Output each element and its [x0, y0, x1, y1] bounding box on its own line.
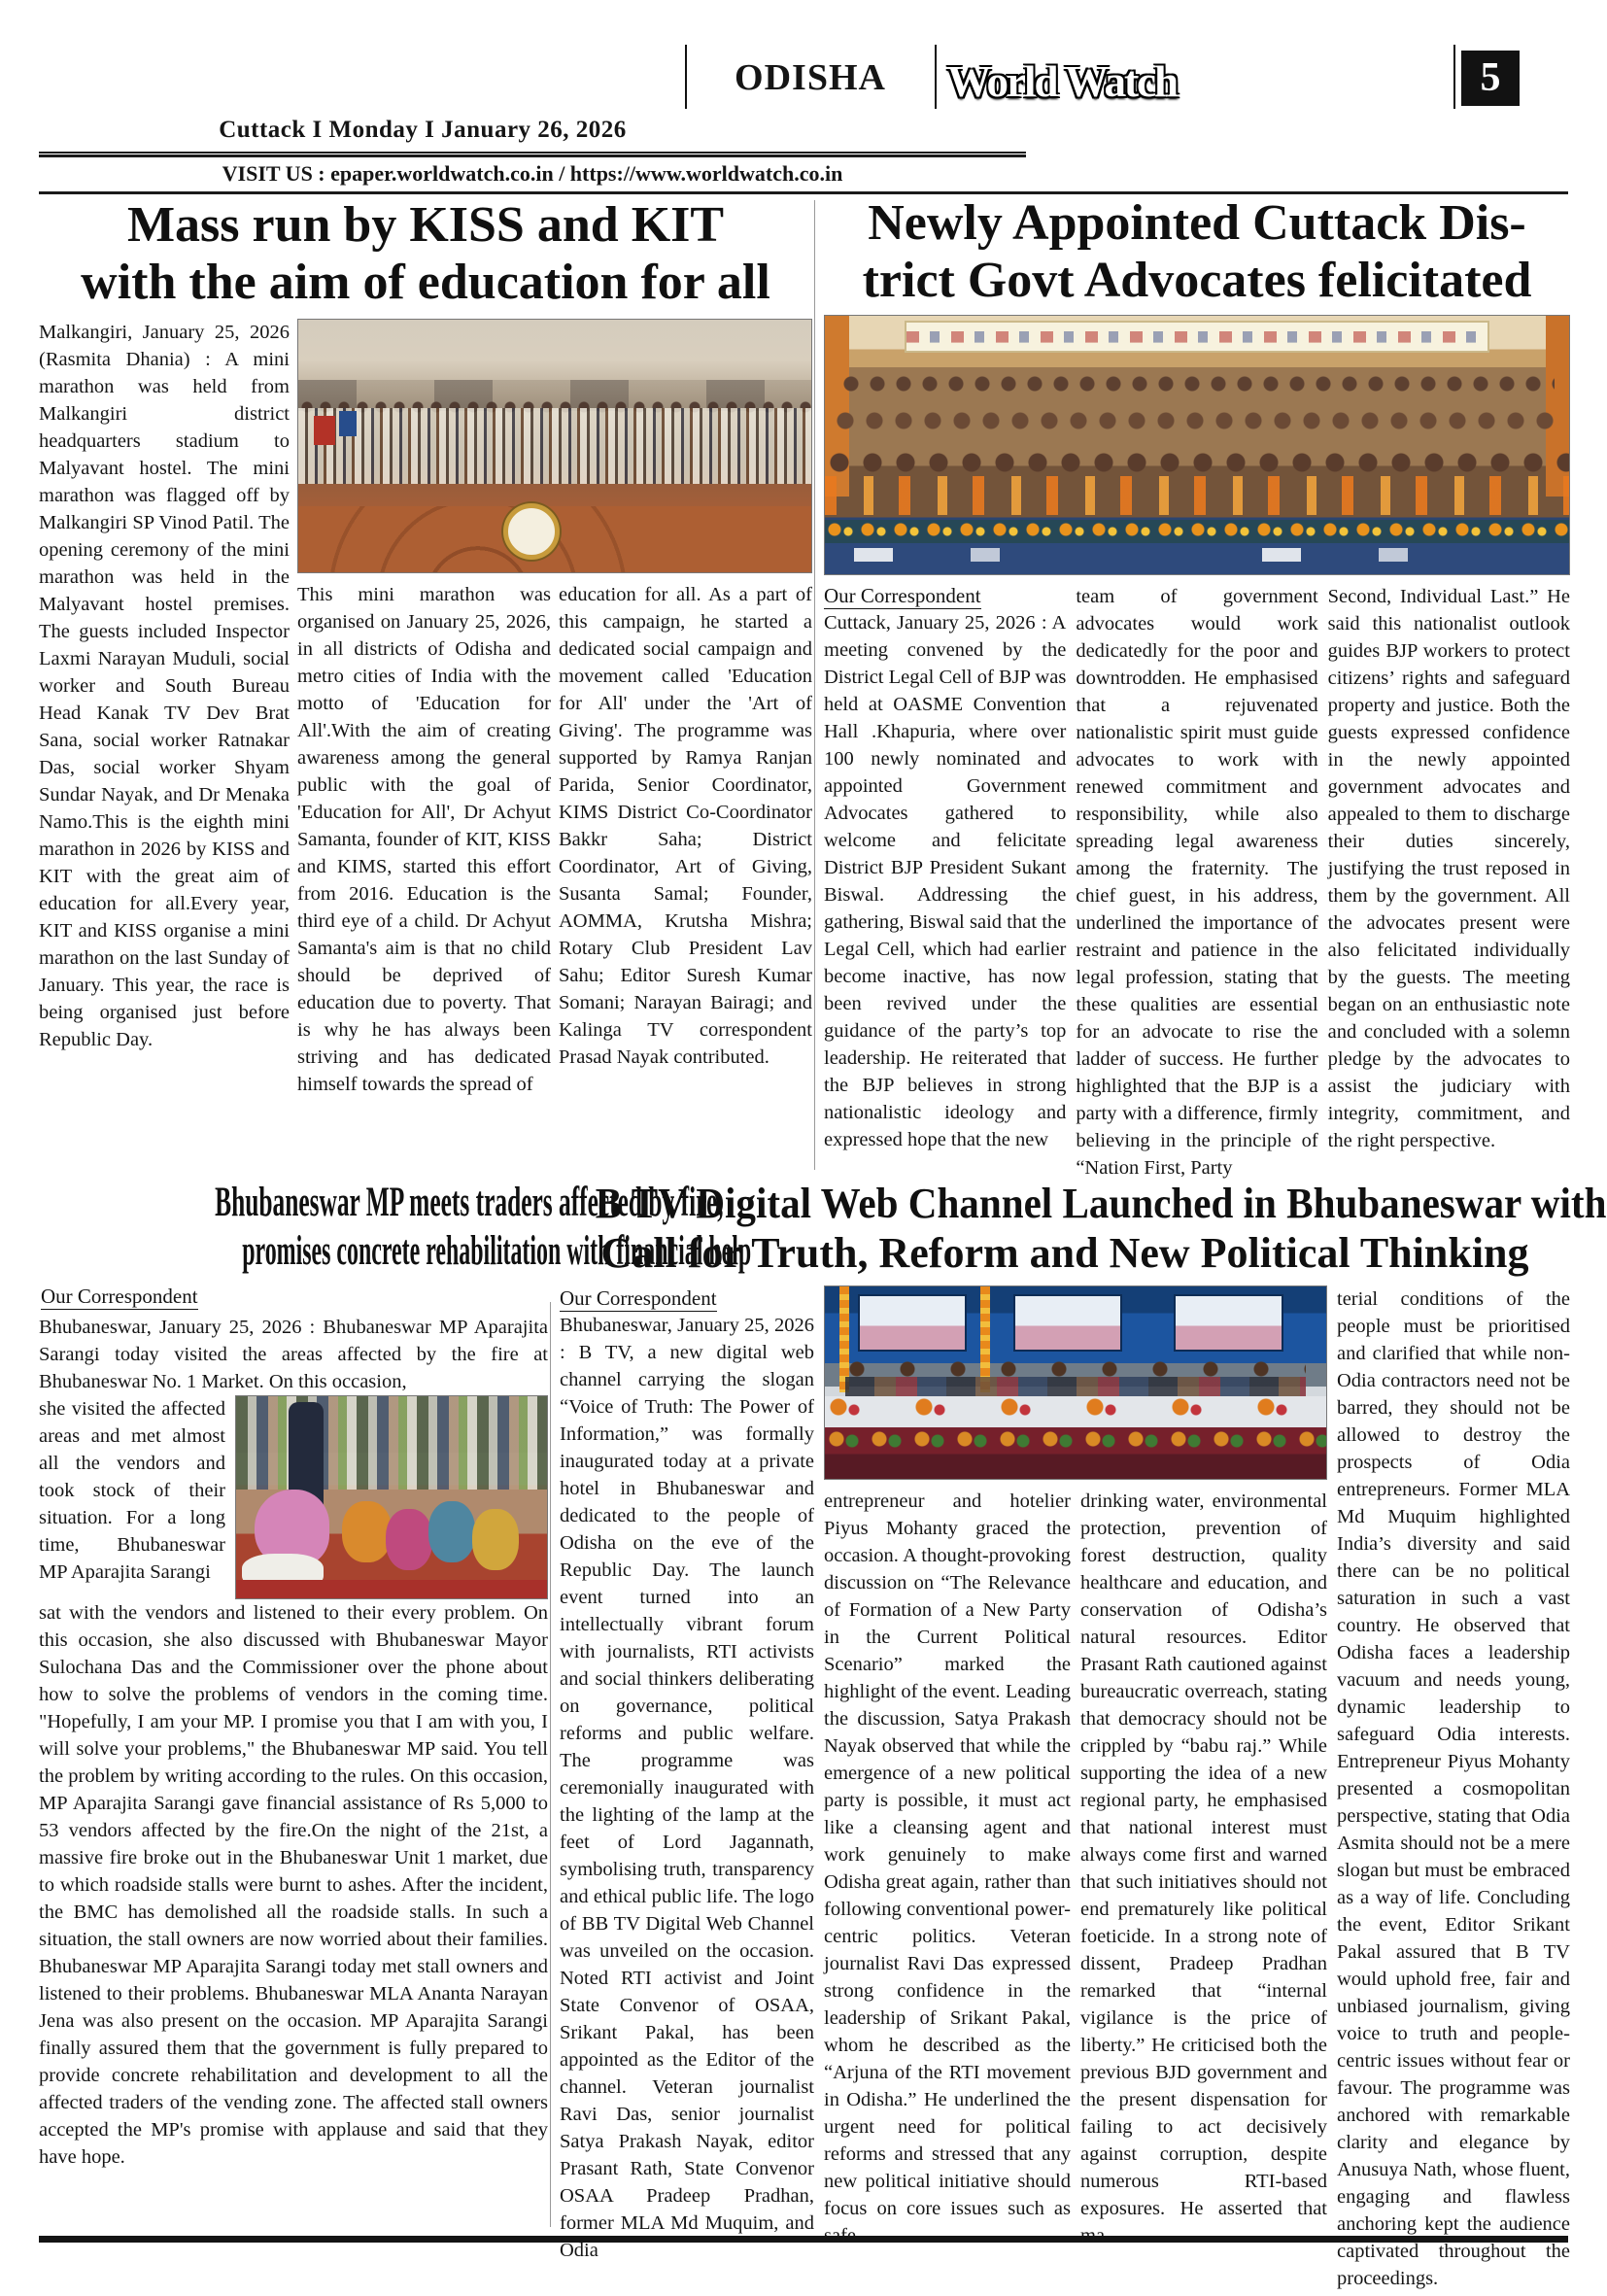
photo-seated-vendor	[472, 1509, 519, 1569]
photo-red-carpet	[236, 1580, 547, 1598]
headline-line: Mass run by KISS and KIT	[126, 197, 725, 253]
article-column	[560, 1285, 814, 2292]
article-column	[824, 583, 1066, 1182]
btv-launch-photo	[824, 1285, 1327, 1480]
article-body: sat with the vendors and listened to their every problem. On this occasion, she also discussed with Bhubaneswar Mayor Sulochana Das and the Commissioner over the phone about how to solve the problems of vendors in the coming time. "Hopefully, I am your MP. I promise you that I am with you, I will solve your problems," the Bhubaneswar MP said. You tell the problem by writing according to the rules. On this occasion, MP Aparajita Sarangi gave financial assistance of Rs 5,000 to 53 vendors affected by the fire.On the night of the 21st, a massive fire broke out in the Bhubaneswar Unit 1 market, due to which roadside stalls were burnt to ashes. After the incident, the BMC has demolished all the roadside stalls. In such a situation, the stall owners are now worried about their families. Bhubaneswar MP Aparajita Sarangi today met stall owners and listened to their problems. Bhubaneswar MLA Ananta Narayan Jena was also present on the occasion. MP Aparajita Sarangi finally assured them that the government is fully prepared to provide concrete rehabilitation and development to all the affected traders of the vending zone. The affected stall owners accepted the MP's promise with applause and said that they have hope.	[39, 1602, 548, 2168]
photo-seated-vendor	[386, 1509, 432, 1569]
photo-flower-pots	[825, 1429, 1326, 1455]
byline: Our Correspondent	[41, 1285, 198, 1308]
article-headline	[824, 194, 1570, 309]
masthead-divider	[935, 45, 937, 109]
byline: Our Correspondent	[560, 1286, 717, 1310]
photo-orange-stoles	[825, 476, 1569, 515]
worldwatch-logo: World Watch	[947, 57, 1177, 106]
article-column: This mini marathon was organised on January 25, 2026, in all districts of Odisha and metro cities of India with the motto of 'Education for All'.With the aim of creating awareness among the general public with the goal of 'Education for All', Dr Achyut Samanta, founder of KIT, KISS and KIMS, started this effort from 2016. Education is the third eye of a child. Dr Achyut Samanta's aim is that no child should be deprived of education due to poverty. That is why he has always been striving and has dedicated himself towards the spread of	[297, 584, 551, 1095]
photo-flag	[339, 411, 357, 436]
article-text-beside-photo: she visited the affected areas and met almost all the vendors and took stock of their situation. For a long time, Bhubaneswar MP Aparajita Sarangi	[39, 1398, 225, 1583]
column-text: Bhubaneswar, January 25, 2026 : B TV, a new digital web channel carrying the slogan “Voice of Truth: The Power of Information,” was formally inaugurated today at a private hotel in Bhubaneswar and dedicated to the people of Odisha on the eve of the Republic Day. The launch event turned into an intellectually vibrant forum with journalists, RTI activists and social thinkers deliberating on governance, political reforms and public welfare. The programme was ceremonially inaugurated with the lighting of the lamp at the feet of Lord Jagannath, symbolising truth, transparency and ethical public life. The logo of BB TV Digital Web Channel was unveiled on the occasion. Noted RTI activist and Joint State Convenor of OSAA, Srikant Pakal, has been appointed as the Editor of the channel. Veteran journalist Ravi Das, senior journalist Satya Prakash Nayak, editor Prasant Rath, State Convenor OSAA Pradeep Pradhan, former MLA Md Muquim, and Odia	[560, 1315, 814, 2261]
headline-line: trict Govt Advocates felicitated	[862, 253, 1532, 308]
headline-line: Bhubaneswar MP meets traders affected by fire,	[215, 1180, 724, 1225]
article-headline	[560, 1179, 1607, 1278]
photo-crowd-heads	[833, 409, 1562, 434]
photo-backdrop-screen	[1015, 1296, 1120, 1350]
photo-table	[825, 543, 1569, 574]
marathon-photo	[297, 319, 812, 573]
article-btv-launch	[560, 1179, 1607, 2292]
masthead-rule	[39, 152, 1026, 157]
page-number-badge: 5	[1461, 51, 1520, 106]
visit-us-line: VISIT US : epaper.worldwatch.co.in / https://www.worldwatch.co.in	[222, 161, 843, 186]
photo-backdrop-screen	[1176, 1296, 1281, 1350]
market-visit-photo	[235, 1395, 548, 1599]
column-text: Cuttack, January 25, 2026 : A meeting convened by the District Legal Cell of BJP was held at OASME Convention Hall .Khapuria, where over 100 newly nominated and appointed Government Advocates gathered to welcome and felicitate District BJP President Sukant Biswal. Addressing the gathering, Biswal said that the Legal Cell, which had earlier become inactive, has now been revived under the guidance of the party’s top leadership. He reiterated that the BJP believes in strong nationalistic ideology and expressed hope that the new	[824, 612, 1067, 1150]
photo-banner	[906, 323, 1487, 351]
column-divider	[814, 200, 815, 1170]
article-column: Second, Individual Last.” He said this nationalist outlook guides BJP workers to protect citizens’ rights and safeguard property and justice. Both the guests expressed confidence in the newly appointed government advocates and appealed to them to discharge their duties sincerely, justifying the trust reposed in them by the government. All the advocates present were also felicitated individually by the guests. The meeting began on an enthusiastic note and concluded with a solemn pledge by the advocates to assist the judiciary with integrity, commitment, and the right perspective.	[1327, 586, 1570, 1151]
headline-line: Newly Appointed Cuttack Dis-	[868, 195, 1526, 251]
column-divider	[550, 1302, 551, 2227]
article-column: education for all. As a part of this campaign, he started a dedicated social campaign and movement called 'Education for All' under the 'Art of Giving'. The programme was supported by Ramya Ranjan Parida, Senior Coordinator, KIMS District Co-Coordinator Bakkr Saha; District Coordinator, Art of Giving, Susanta Samal; Founder, AOMMA, Krutsha Mishra; Rotary Club President Lav Sahu; Editor Suresh Kumar Somani; Narayan Bairagi; and Kalinga TV correspondent Prasad Nayak contributed.	[559, 584, 812, 1068]
article-advocates-felicitated	[824, 194, 1570, 1182]
headline-line: promises concrete rehabilitation with financial help	[242, 1228, 752, 1274]
article-column: entrepreneur and hotelier Piyus Mohanty graced the occasion. A thought-provoking discussion on “The Relevance of Formation of a New Party in the Current Political Scenario” marked the highlight of the event. Leading the discussion, Satya Prakash Nayak observed that while the emergence of a new political party is possible, it must act like a cleansing agent and work genuinely to make Odisha great again, rather than following conventional power-centric politics. Veteran journalist Ravi Das expressed strong confidence in the leadership of Srikant Pakal, whom he described as the “Arjuna of the RTI movement in Odisha.” He underlined the urgent need for political reforms and stressed that any new political initiative should focus on core issues such as safe	[824, 1491, 1071, 2246]
photo-crowd-heads	[825, 450, 1569, 477]
article-mass-run	[39, 196, 812, 1098]
byline: Our Correspondent	[824, 584, 981, 607]
masthead-divider	[1453, 45, 1455, 109]
photo-backdrop-screen	[860, 1296, 965, 1350]
photo-standing-crowd	[236, 1396, 547, 1490]
masthead-edition: ODISHA	[735, 57, 886, 98]
headline-line: with the aim of education for all	[81, 255, 770, 310]
photo-crowd-heads	[839, 373, 1554, 396]
article-column: drinking water, environmental protection, prevention of forest destruction, quality healthcare and education, and conservation of Odisha’s natural resources. Editor Prasant Rath cautioned against bureaucratic overreach, stating that democracy should not be crippled by “babu raj.” While supporting the idea of a new regional party, he emphasised that national interest must always come first and warned that such initiatives should not end prematurely like political foeticide. In a strong note of dissent, Pradeep Pradhan remarked that “internal vigilance is the price of liberty.” He criticised both the previous BJD government and the present dispensation for failing to act decisively against corruption, despite numerous RTI-based exposures. He asserted that ma-	[1080, 1491, 1327, 2246]
advocates-group-photo	[824, 315, 1570, 575]
headline-line: Call for Truth, Reform and New Political Thinking	[600, 1229, 1529, 1277]
photo-seated-vendor	[428, 1501, 475, 1561]
article-column: terial conditions of the people must be prioritised and clarified that while non-Odia contractors need not be barred, they should not be allowed to destroy the prospects of Odia entrepreneurs. Former MLA Md Muquim highlighted India’s diversity and said there can be no political saturation in such a vast country. He observed that Odisha faces a leadership vacuum and needs young, dynamic leadership to safeguard Odia interests. Entrepreneur Piyus Mohanty presented a cosmopolitan perspective, stating that Odia Asmita should not be a mere slogan but must be embraced as a way of life. Concluding the event, Editor Srikant Pakal assured that B TV would uphold free, fair and unbiased journalism, giving voice to truth and people-centric issues without fear or favour. The programme was anchored with remarkable clarity and elegance by Anusuya Nath, whose fluent, engaging and flawless anchoring kept the audience captivated throughout the proceedings.	[1337, 1288, 1570, 2289]
photo-seated-vendor	[342, 1501, 392, 1561]
article-column: Malkangiri, January 25, 2026 (Rasmita Dhania) : A mini marathon was held from Malkangiri district headquarters stadium to Malyavant hostel. The mini marathon was flagged off by Malkangiri SP Vinod Patil. The opening ceremony of the mini marathon was held in the Malyavant hostel premises. The guests included Inspector Laxmi Narayan Muduli, social worker and South Bureau Head Kanak TV Dev Brat Sana, social worker Ratnakar Das, social worker Shyam Sundar Nayak, and Dr Menaka Namo.This is the eighth mini marathon in 2026 by KISS and KIT with the great aim of education for all.Every year, KIT and KISS organise a mini marathon on the last Sunday of January. This year, the race is being organised just before Republic Day.	[39, 322, 290, 1050]
photo-dais-table	[825, 1396, 1326, 1427]
photo-emblem	[503, 503, 560, 560]
article-intro: Bhubaneswar, January 25, 2026 : Bhubaneswar MP Aparajita Sarangi today visited the areas affected by the fire at Bhubaneswar No. 1 Market. On this occasion,	[39, 1317, 548, 1392]
photo-flag	[314, 416, 335, 445]
article-column: team of government advocates would work dedicatedly for the poor and downtrodden. He emphasised that a rejuvenated nationalistic spirit must guide advocates to work with renewed commitment and responsibility, while also spreading legal awareness among the fraternity. The chief guest, in his address, underlined the importance of restraint and patience in the legal profession, stating that these qualities are essential for an advocate to rise the ladder of success. He further highlighted that the BJP is a party with a difference, firmly believing in the principle of “Nation First, Party	[1076, 586, 1318, 1179]
headline-line: B TV Digital Web Channel Launched in Bhubaneswar with	[595, 1180, 1607, 1227]
photo-garlands	[825, 520, 1569, 546]
photo-panelists-row	[845, 1377, 1307, 1396]
article-headline	[39, 1179, 752, 1276]
photo-crowd	[298, 408, 811, 484]
article-headline	[39, 196, 812, 311]
masthead-dateline: Cuttack I Monday I January 26, 2026	[219, 117, 627, 143]
